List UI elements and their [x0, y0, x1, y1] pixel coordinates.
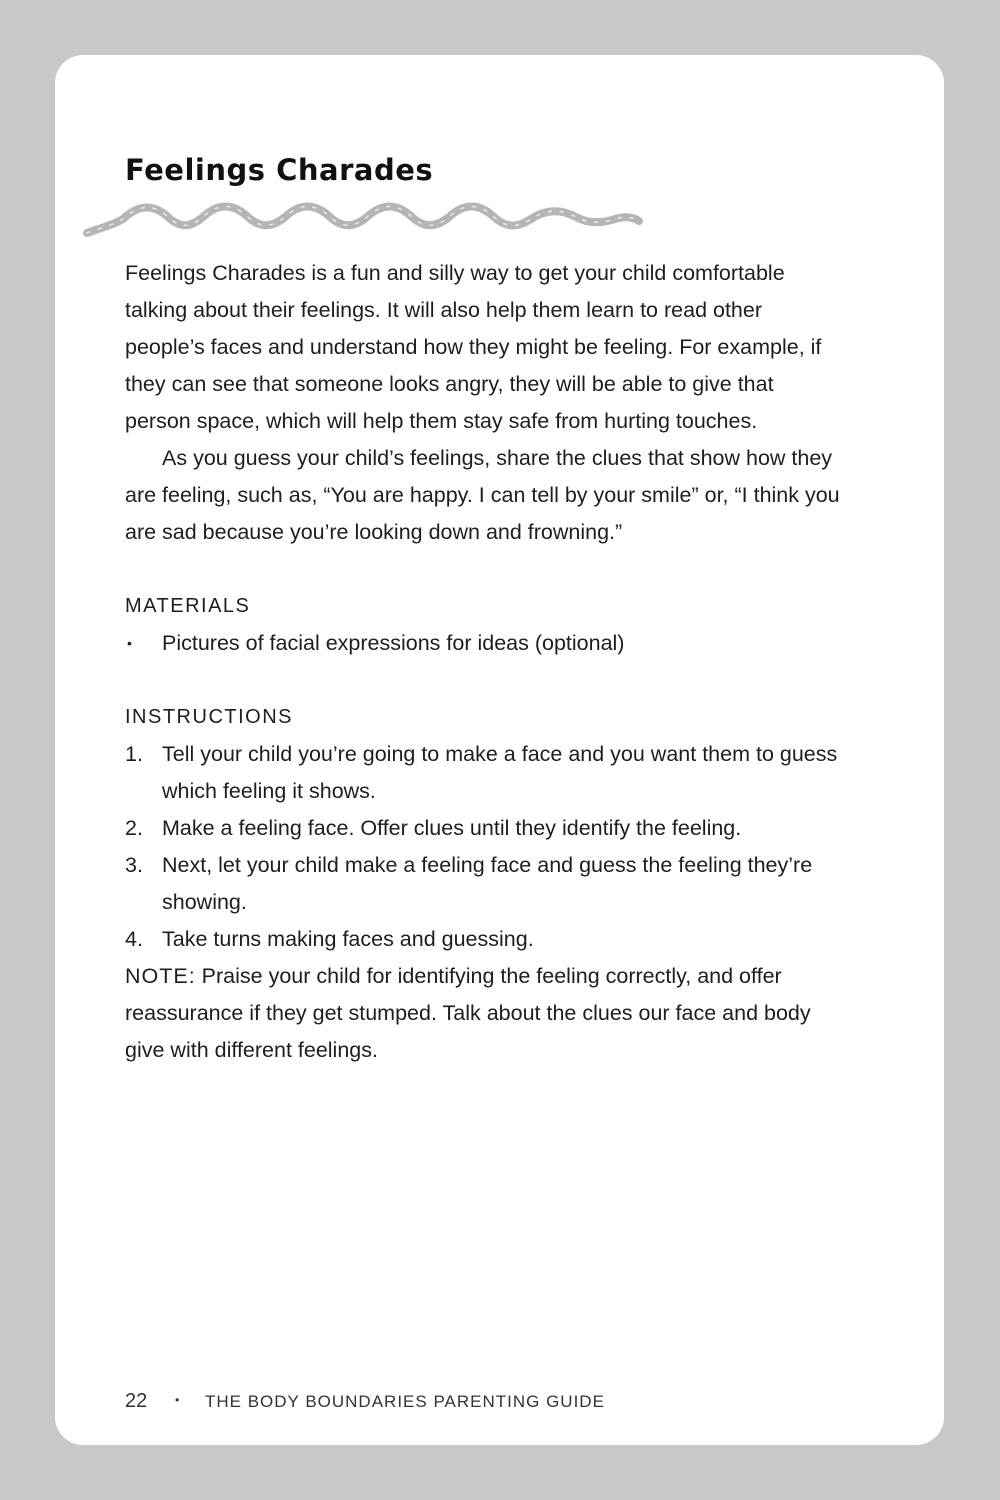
note-label: NOTE: [125, 964, 196, 988]
book-page [55, 55, 944, 1445]
page-title: Feelings Charades [125, 153, 434, 187]
page-footer [125, 1390, 605, 1413]
step-text: Next, let your child make a feeling face and guess the feeling they’re showing. [162, 853, 813, 914]
list-item [125, 810, 840, 847]
page-body [125, 255, 840, 1069]
footer-separator: • [175, 1393, 180, 1407]
step-number: 1. [125, 742, 143, 766]
list-item [125, 736, 840, 810]
materials-heading: MATERIALS [125, 595, 251, 617]
bullet-icon: • [127, 635, 132, 651]
step-number: 2. [125, 816, 143, 840]
instructions-heading: INSTRUCTIONS [125, 706, 293, 728]
step-number: 3. [125, 853, 143, 877]
wavy-squiggle-icon [83, 197, 643, 247]
page-number: 22 [125, 1390, 148, 1412]
step-text: Take turns making faces and guessing. [162, 927, 534, 951]
list-item [125, 847, 840, 921]
materials-item-text: Pictures of facial expressions for ideas (optional) [162, 631, 625, 655]
note-text: Praise your child for identifying the feeling correctly, and offer reassurance if they get stumped. Talk about the clues our face and body give with different feelings. [125, 964, 811, 1062]
materials-list [125, 625, 840, 662]
step-text: Tell your child you’re going to make a face and you want them to guess which feeling it shows. [162, 742, 838, 803]
note-paragraph [125, 958, 840, 1069]
list-item [125, 625, 840, 662]
intro-paragraph: Feelings Charades is a fun and silly way to get your child comfortable talking about their feelings. It will also help them learn to read other people’s faces and understand how they might be feeling. For example, if they can see that someone looks angry, they will be able to give that person space, which will help them stay safe from hurting touches. [125, 261, 822, 433]
list-item [125, 921, 840, 958]
intro-paragraph: As you guess your child’s feelings, share the clues that show how they are feeling, such as, “You are happy. I can tell by your smile” or, “I think you are sad because you’re looking down and frowning.” [125, 446, 840, 544]
step-text: Make a feeling face. Offer clues until they identify the feeling. [162, 816, 742, 840]
step-number: 4. [125, 927, 143, 951]
instructions-list [125, 736, 840, 958]
running-title: THE BODY BOUNDARIES PARENTING GUIDE [205, 1392, 605, 1411]
